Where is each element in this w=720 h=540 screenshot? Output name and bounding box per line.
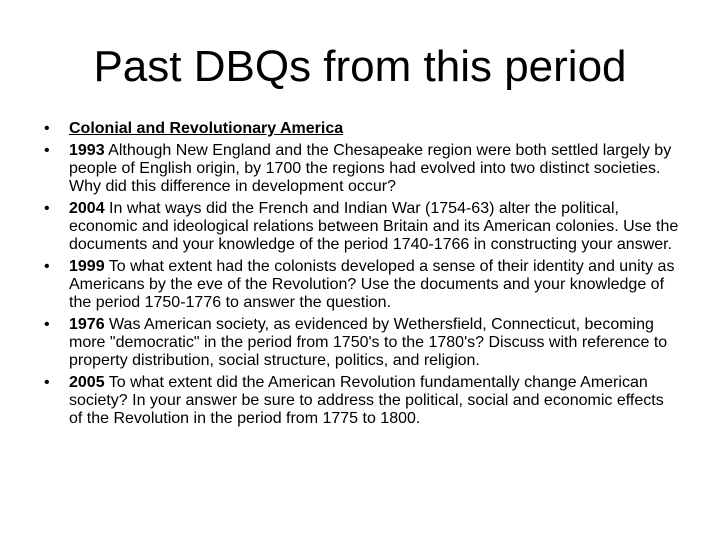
- dbq-question: To what extent had the colonists developed a sense of their identity and unity as Americans by the eve of the Revolution? Use the documents and your knowledge of the period 1750-1776 to answer the question.: [69, 258, 675, 311]
- bullet-item-heading: [44, 120, 680, 138]
- dbq-year: 2005: [69, 374, 105, 391]
- bullet-icon: •: [44, 374, 50, 391]
- bullet-icon: •: [44, 120, 50, 137]
- dbq-year: 2004: [69, 200, 105, 217]
- bullet-item-1993: [44, 142, 680, 196]
- section-heading: Colonial and Revolutionary America: [69, 120, 344, 137]
- bullet-item-1999: [44, 258, 680, 312]
- dbq-question: In what ways did the French and Indian War (1754-63) alter the political, economic and ideological relations between Britain and its American colonies. Use the documents and your knowledge of the period 1740-1766 in constructing your answer.: [69, 200, 679, 253]
- dbq-year: 1976: [69, 316, 105, 333]
- dbq-question: Although New England and the Chesapeake region were both settled largely by people of English origin, by 1700 the regions had evolved into two distinct societies. Why did this difference in development occur?: [69, 142, 672, 195]
- bullet-list: [44, 120, 680, 432]
- dbq-question: To what extent did the American Revolution fundamentally change American society? In your answer be sure to address the political, social and economic effects of the Revolution in the period from 1775 to 1800.: [69, 374, 664, 427]
- dbq-year: 1993: [69, 142, 105, 159]
- dbq-question: Was American society, as evidenced by Wethersfield, Connecticut, becoming more "democratic" in the period from 1750's to the 1780's? Discuss with reference to property distribution, social structure, politics, and religion.: [69, 316, 668, 369]
- bullet-icon: •: [44, 316, 50, 333]
- bullet-item-2004: [44, 200, 680, 254]
- dbq-year: 1999: [69, 258, 105, 275]
- bullet-icon: •: [44, 142, 50, 159]
- slide-title: Past DBQs from this period: [93, 42, 627, 91]
- bullet-item-1976: [44, 316, 680, 370]
- bullet-icon: •: [44, 258, 50, 275]
- bullet-icon: •: [44, 200, 50, 217]
- bullet-item-2005: [44, 374, 680, 428]
